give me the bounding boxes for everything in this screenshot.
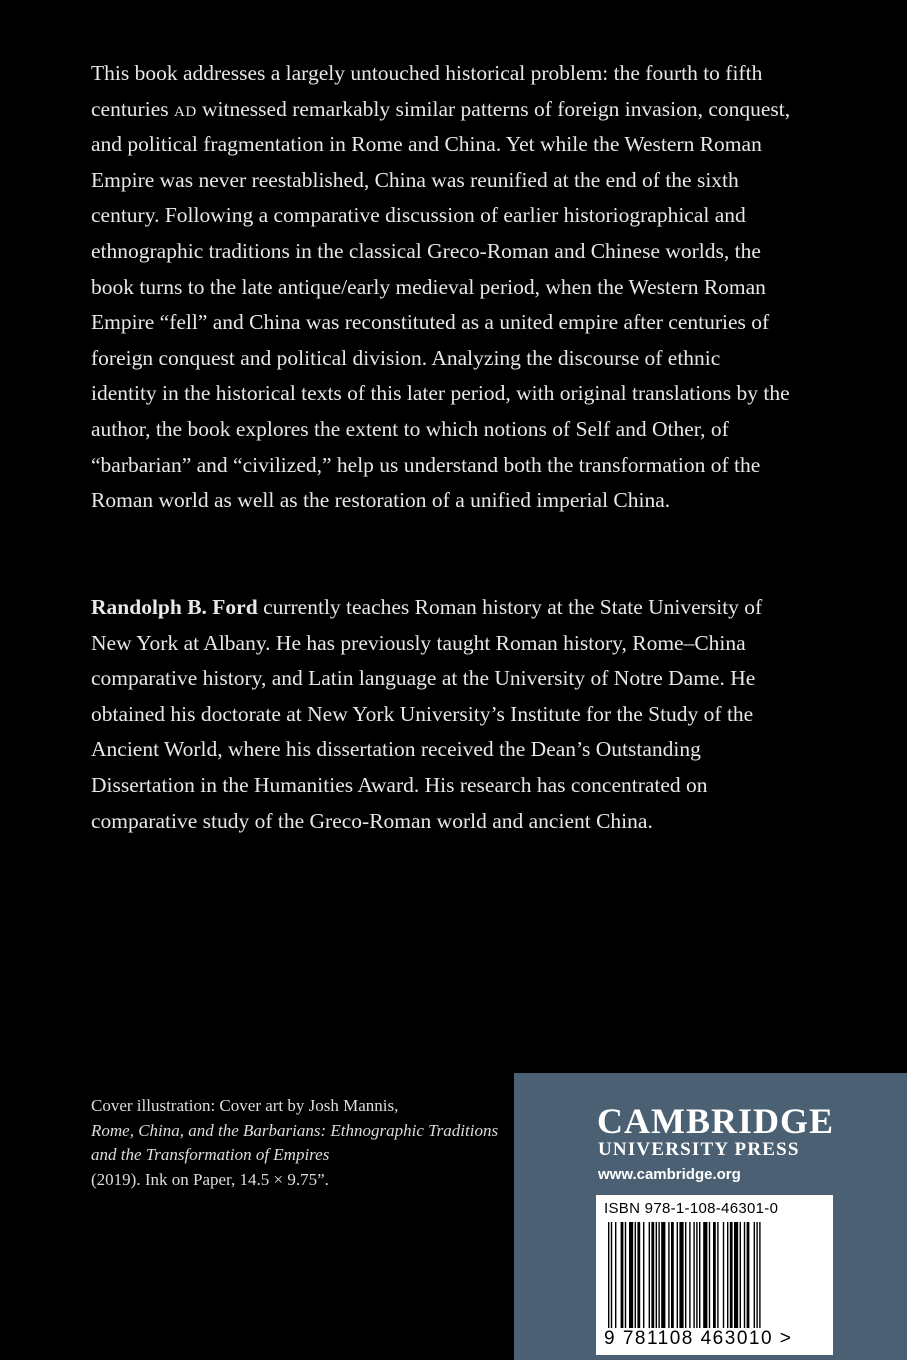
- barcode-bar: [717, 1222, 718, 1328]
- barcode-bar: [693, 1222, 694, 1328]
- barcode-bar: [608, 1222, 609, 1328]
- barcode-bar: [656, 1222, 657, 1328]
- blurb-text-1: This book addresses a largely untouched historical problem: the fourth to fifth centuries: [91, 61, 763, 121]
- barcode-bar: [668, 1222, 669, 1328]
- publisher-press-text: UNIVERSITY PRESS: [598, 1139, 800, 1160]
- barcode-bar: [677, 1222, 678, 1328]
- barcode-box: [596, 1195, 833, 1355]
- author-bio-text: currently teaches Roman history at the State University of New York at Albany. He has previously taught Roman history, Rome–China comparative history, and Latin language at the University of Notre Dame. He obtained his doctorate at New York University’s Institute for the Study of the Ancient World, where his dissertation received the Dean’s Outstanding Dissertation in the Humanities Award. His research has concentrated on comparative study of the Greco-Roman world and ancient China.: [91, 595, 763, 833]
- barcode-bar: [635, 1222, 636, 1328]
- era-abbreviation: ad: [173, 96, 197, 121]
- barcode-bar: [615, 1222, 616, 1328]
- barcode-bar: [734, 1222, 738, 1328]
- barcode-bar: [756, 1222, 757, 1328]
- barcode-bar: [643, 1222, 644, 1328]
- barcode-bar: [637, 1222, 640, 1328]
- barcode-bar: [679, 1222, 683, 1328]
- barcode-bar: [723, 1222, 724, 1328]
- barcode-bar: [629, 1222, 633, 1328]
- author-bio: [91, 590, 791, 839]
- publisher-url: www.cambridge.org: [598, 1166, 741, 1183]
- blurb-text-2: witnessed remarkably similar patterns of foreign invasion, conquest, and political fragmentation in Rome and China. Yet while the Western Roman Empire was never reestablished, China was reunified at the end of the sixth century. Following a comparative discussion of earlier historiographical and ethnographic traditions in the classical Greco-Roman and Chinese worlds, the book turns to the late antique/early medieval period, when the Western Roman Empire “fell” and China was reconstituted as a united empire after centuries of foreign conquest and political division. Analyzing the discourse of ethnic identity in the historical texts of this later period, with original translations by the author, the book explores the extent to which notions of Self and Other, of “barbarian” and “civilized,” help us understand both the transformation of the Roman world as well as the restoration of a unified imperial China.: [91, 96, 791, 513]
- barcode-bar: [651, 1222, 654, 1328]
- barcode-bar: [703, 1222, 707, 1328]
- barcode-bar: [658, 1222, 659, 1328]
- barcode-bar: [754, 1222, 755, 1328]
- barcode-bar: [740, 1222, 741, 1328]
- barcode-bar: [747, 1222, 750, 1328]
- barcode-bar: [661, 1222, 665, 1328]
- barcode-bar: [727, 1222, 728, 1328]
- barcode-bar: [696, 1222, 697, 1328]
- credit-line: Cover illustration: Cover art by Josh Mannis,: [91, 1096, 399, 1115]
- author-name: Randolph B. Ford: [91, 595, 258, 619]
- barcode-digits: 9 781108 463010 >: [604, 1328, 793, 1349]
- barcode-bar: [649, 1222, 650, 1328]
- cover-credit: [91, 1094, 501, 1192]
- barcode-bar: [611, 1222, 612, 1328]
- barcode-bar: [713, 1222, 716, 1328]
- barcode-bar: [759, 1222, 760, 1328]
- barcode-bar: [744, 1222, 745, 1328]
- blurb-paragraph: [91, 56, 791, 519]
- barcode-bar: [689, 1222, 690, 1328]
- artwork-details: (2019). Ink on Paper, 14.5 × 9.75”.: [91, 1169, 329, 1189]
- barcode-bar: [671, 1222, 674, 1328]
- publisher-logo-text: CAMBRIDGE: [597, 1101, 835, 1141]
- barcode-bar: [730, 1222, 733, 1328]
- barcode-graphic: [604, 1222, 824, 1328]
- barcode-bar: [699, 1222, 700, 1328]
- barcode-bar: [621, 1222, 624, 1328]
- isbn-label: ISBN 978-1-108-46301-0: [604, 1200, 779, 1217]
- barcode-bar: [709, 1222, 710, 1328]
- barcode-bar: [625, 1222, 626, 1328]
- artwork-title: Rome, China, and the Barbarians: Ethnographic Traditions and the Transformation of Empires: [91, 1120, 499, 1164]
- barcode-bar: [685, 1222, 686, 1328]
- publisher-panel: [514, 1073, 907, 1360]
